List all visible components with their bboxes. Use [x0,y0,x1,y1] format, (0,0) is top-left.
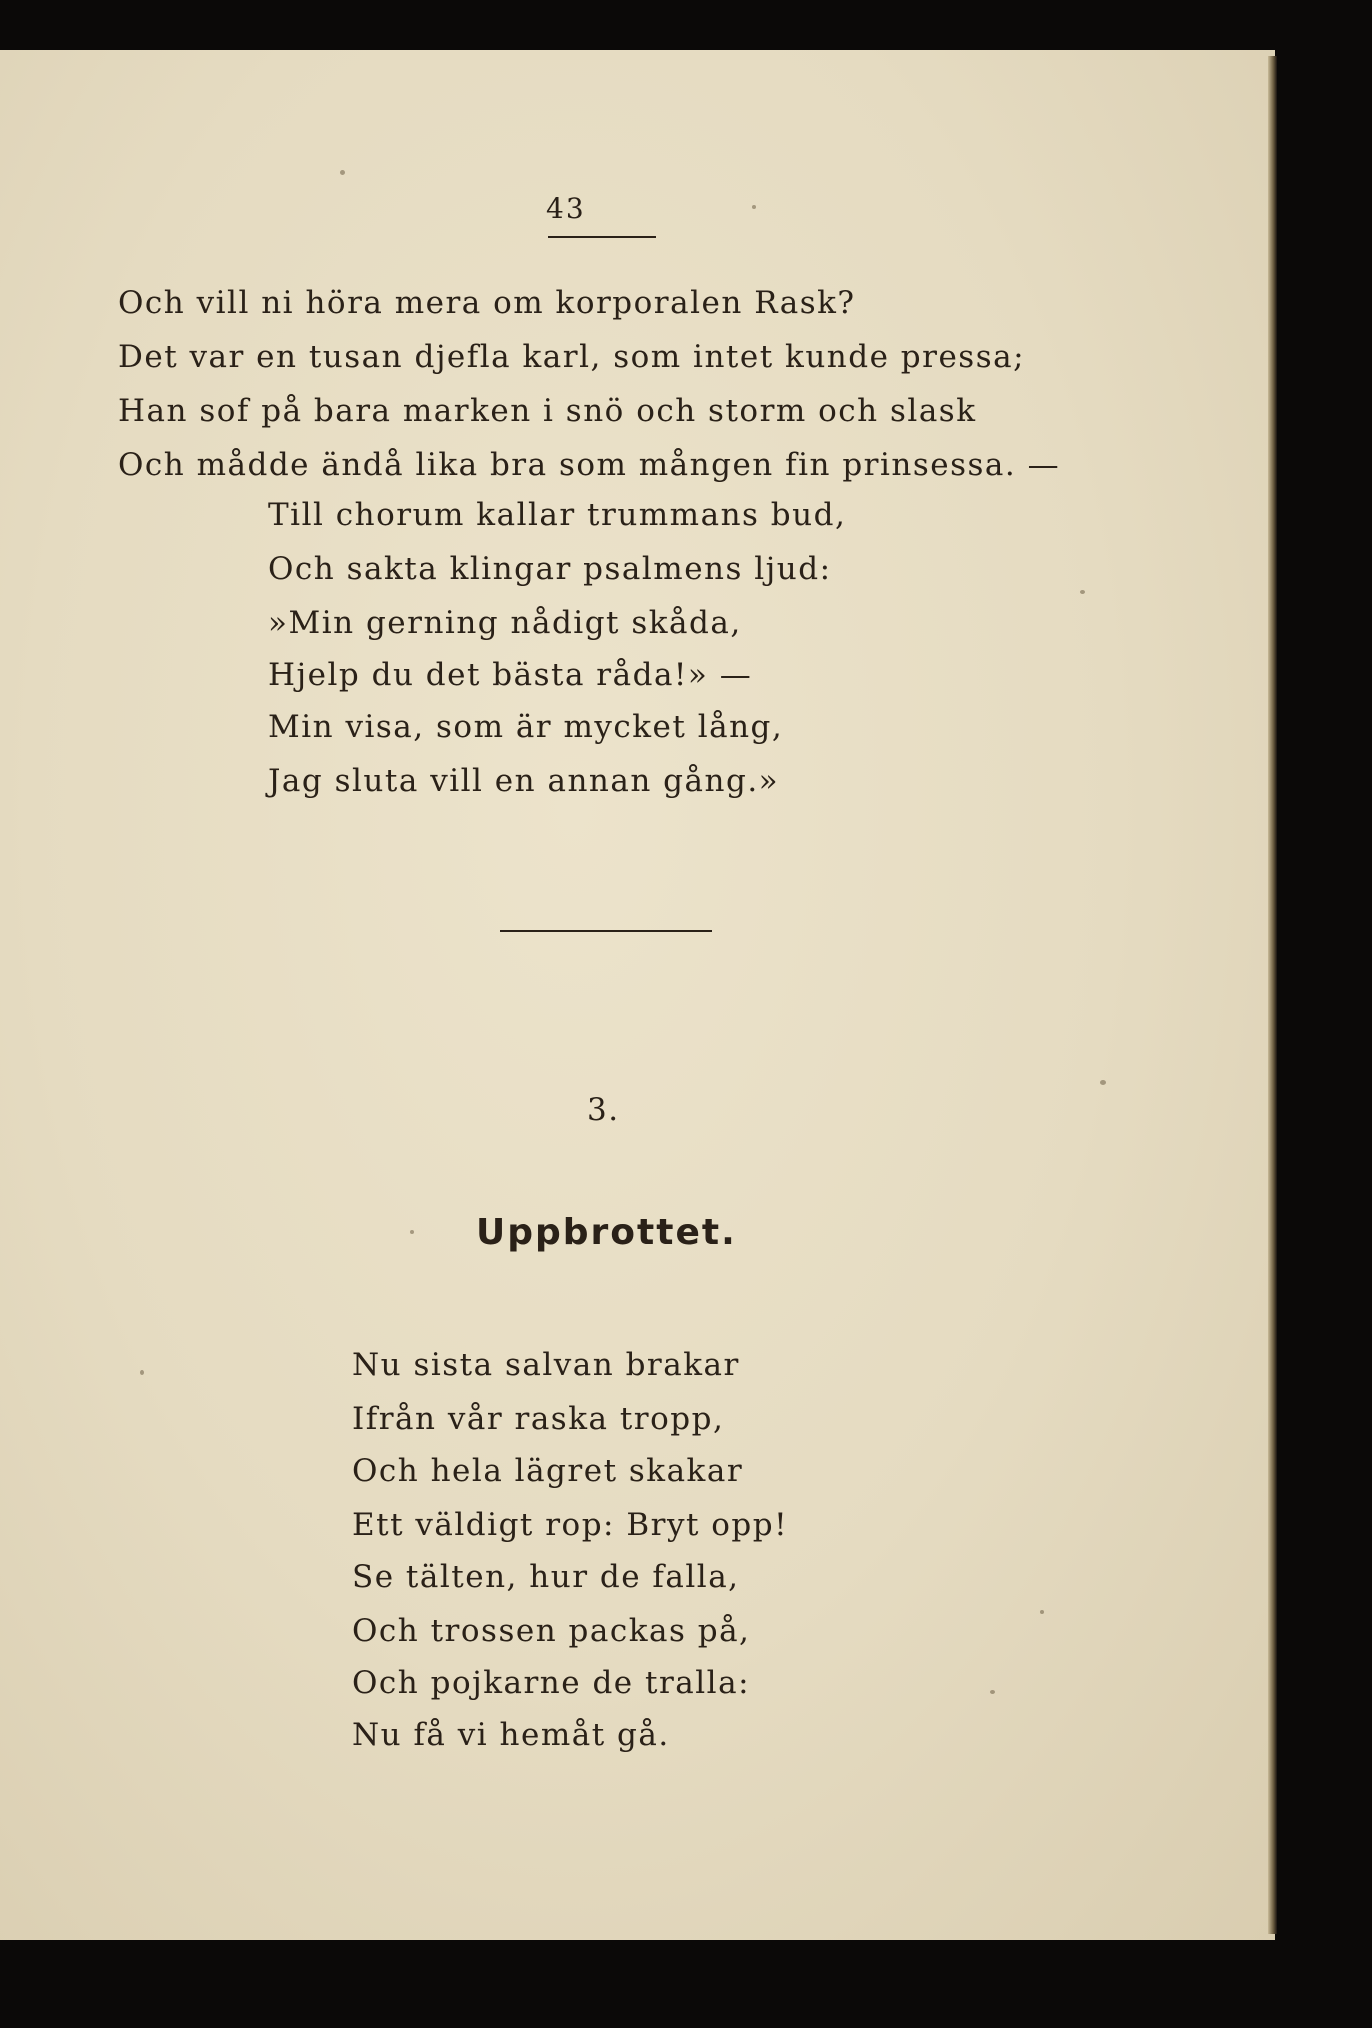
verse-line: Och vill ni höra mera om korporalen Rask? [118,285,856,321]
section-divider [500,930,712,932]
verse-line: Jag sluta vill en annan gång.» [268,763,780,799]
verse-line: Han sof på bara marken i snö och storm och slask [118,393,977,429]
verse-line: Till chorum kallar trummans bud, [268,497,847,533]
paper-speck [752,205,756,209]
paper-speck [140,1370,144,1375]
paper-speck [1080,590,1085,594]
paper-speck [990,1690,995,1694]
paper-speck [1100,1080,1106,1085]
paper-speck [410,1230,414,1234]
page-number: 43 [546,192,586,225]
verse-line: Och sakta klingar psalmens ljud: [268,551,832,587]
verse-line: Hjelp du det bästa råda!» — [268,657,753,693]
verse-line: »Min gerning nådigt skåda, [268,605,742,641]
verse-line: Min visa, som är mycket lång, [268,709,784,745]
section-title: Uppbrottet. [476,1212,737,1253]
verse-line: Och mådde ändå lika bra som mången fin prinsessa. — [118,447,1061,483]
verse-line: Och trossen packas på, [352,1613,751,1649]
paper-speck [1040,1610,1044,1614]
verse-line: Och pojkarne de tralla: [352,1665,751,1701]
page-edge-shadow [1268,56,1277,1934]
verse-line: Och hela lägret skakar [352,1453,744,1489]
verse-line: Nu få vi hemåt gå. [352,1717,670,1753]
verse-line: Det var en tusan djefla karl, som intet kunde pressa; [118,339,1026,375]
verse-line: Ett väldigt rop: Bryt opp! [352,1507,789,1543]
section-number: 3. [587,1092,620,1128]
paper-speck [340,170,345,175]
verse-line: Ifrån vår raska tropp, [352,1401,725,1437]
paper-page [0,50,1275,1940]
page-number-rule [548,236,656,238]
verse-line: Se tälten, hur de falla, [352,1559,740,1595]
verse-line: Nu sista salvan brakar [352,1347,740,1383]
